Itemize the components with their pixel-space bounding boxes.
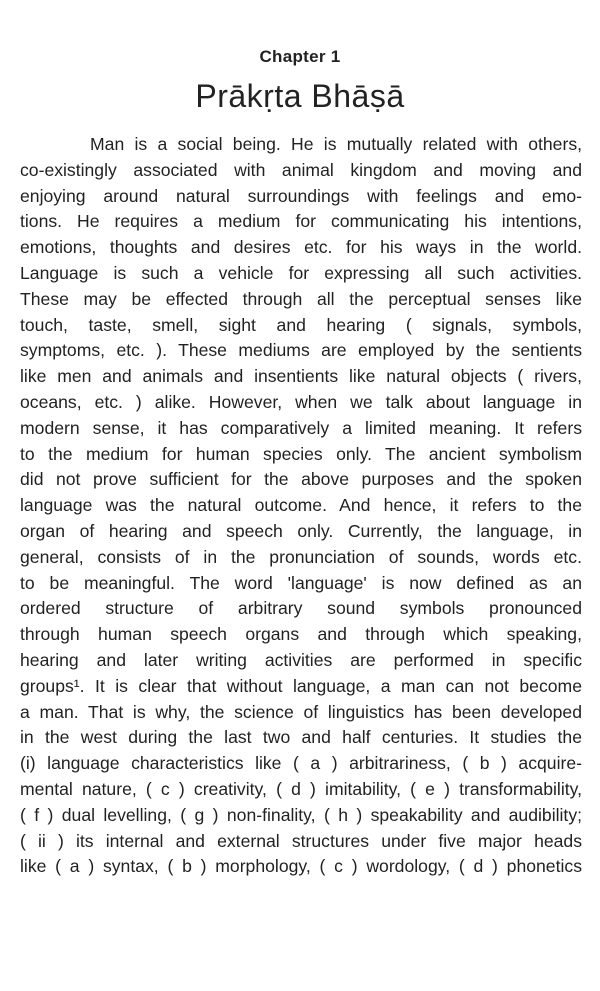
chapter-title: Prākṛta Bhāṣā [195, 78, 405, 114]
text-line: symptoms, etc. ). These mediums are employed by the sentients [20, 340, 582, 361]
text-line: like ( a ) syntax, ( b ) morphology, ( c ) wordology, ( d ) phonetics [20, 856, 582, 877]
text-line: tions. He requires a medium for communicating his intentions, [20, 211, 582, 232]
text-line: ( ii ) its internal and external structures under five major heads [20, 830, 582, 851]
text-line: a man. That is why, the science of linguistics has been developed [20, 701, 582, 722]
text-line: groups¹. It is clear that without language, a man can not become [20, 675, 582, 696]
text-line: general, consists of in the pronunciation of sounds, words etc. [20, 546, 582, 567]
text-line: language was the natural outcome. And hence, it refers to the [20, 495, 582, 516]
text-line: hearing and later writing activities are performed in specific [20, 649, 582, 670]
text-line: to the medium for human species only. The ancient symbolism [20, 443, 582, 464]
text-line: touch, taste, smell, sight and hearing ( signals, symbols, [20, 314, 582, 335]
text-line: in the west during the last two and half centuries. It studies the [20, 727, 582, 748]
text-line: enjoying around natural surroundings with feelings and emo- [20, 185, 582, 206]
text-line: through human speech organs and through which speaking, [20, 624, 582, 645]
text-line: Language is such a vehicle for expressing all such activities. [20, 262, 582, 283]
text-line: oceans, etc. ) alike. However, when we talk about language in [20, 391, 582, 412]
chapter-label: Chapter 1 [259, 47, 341, 66]
text-line: ordered structure of arbitrary sound symbols pronounced [20, 598, 582, 619]
text-line: (i) language characteristics like ( a ) arbitrariness, ( b ) acquire- [20, 753, 582, 774]
text-line: did not prove sufficient for the above purposes and the spoken [20, 469, 582, 490]
text-line: organ of hearing and speech only. Currently, the language, in [20, 520, 582, 541]
text-line: co-existingly associated with animal kingdom and moving and [20, 159, 582, 180]
text-line: mental nature, ( c ) creativity, ( d ) imitability, ( e ) transformability, [20, 778, 582, 799]
text-line: to be meaningful. The word 'language' is now defined as an [20, 572, 582, 593]
body-text [20, 132, 582, 880]
text-line: Man is a social being. He is mutually related with others, [90, 134, 582, 154]
text-line: emotions, thoughts and desires etc. for his ways in the world. [20, 237, 582, 258]
text-line: ( f ) dual levelling, ( g ) non-finality, ( h ) speakability and audibility; [20, 804, 582, 825]
text-line: These may be effected through all the perceptual senses like [20, 288, 582, 309]
text-line: modern sense, it has comparatively a limited meaning. It refers [20, 417, 582, 438]
text-line: like men and animals and insentients like natural objects ( rivers, [20, 366, 582, 387]
